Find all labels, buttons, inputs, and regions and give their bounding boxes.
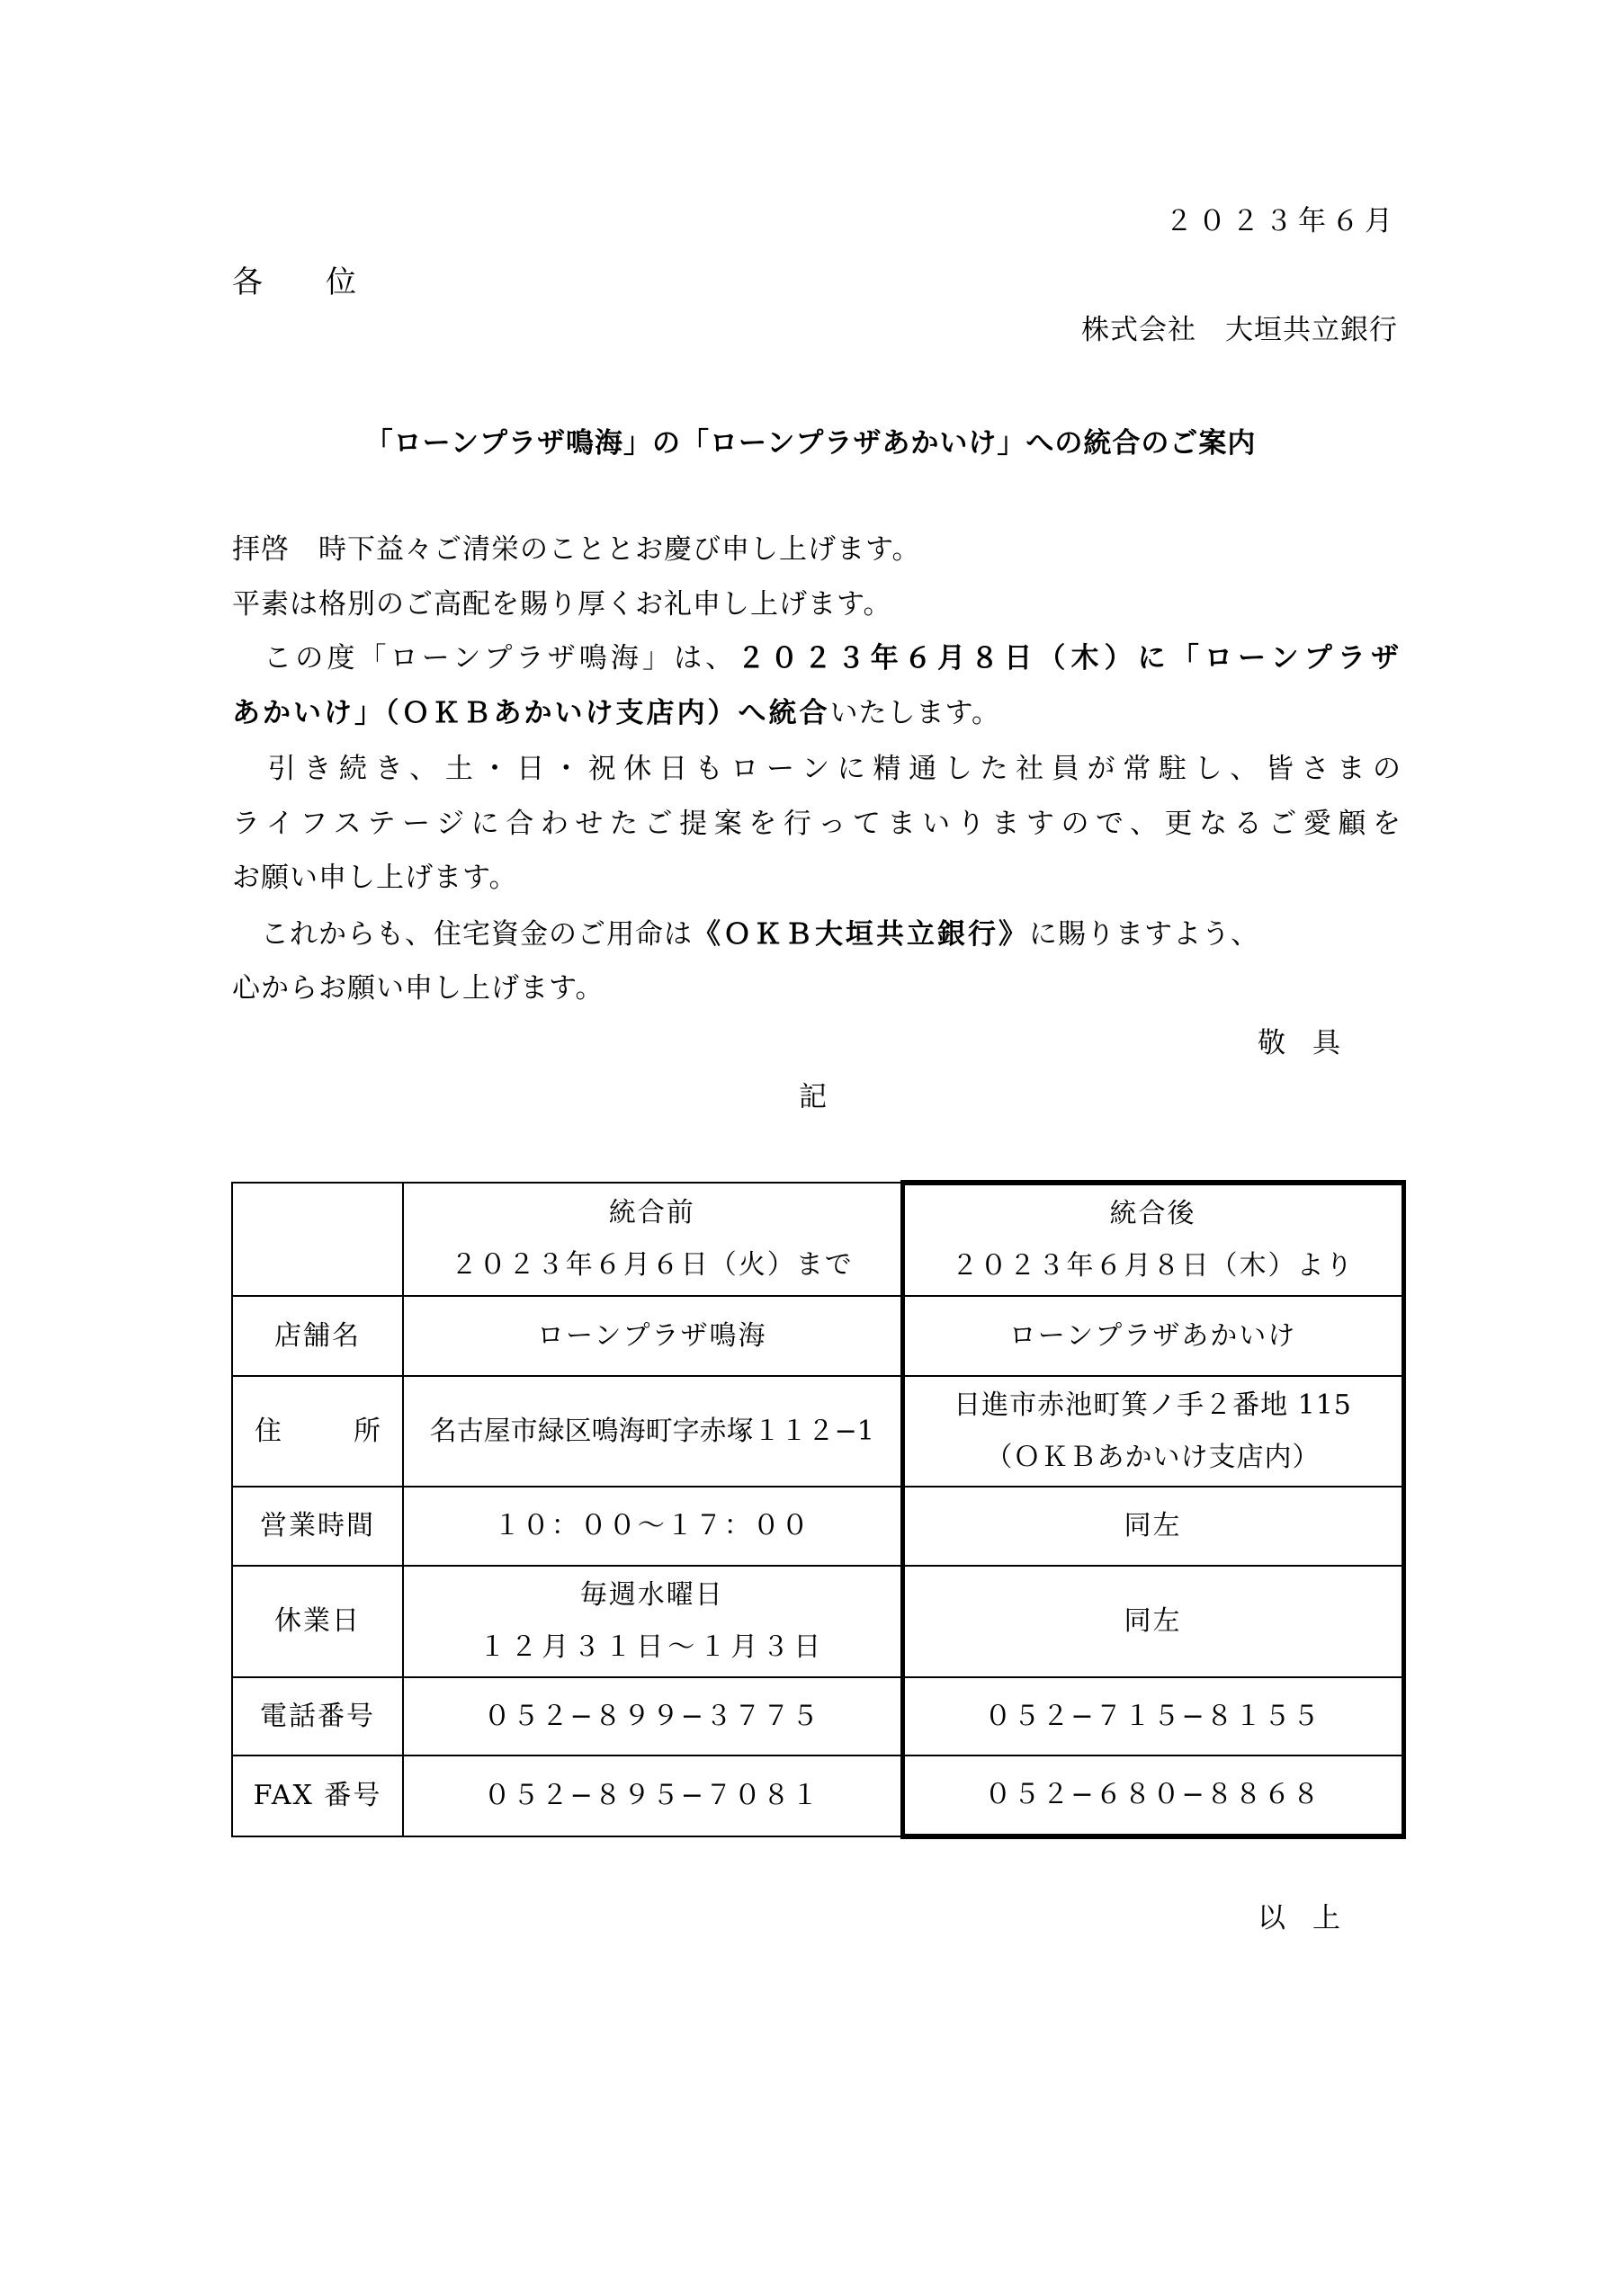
merger-info-table [231, 1180, 1406, 1839]
before-value: ０５２−８９９−３７７５ [403, 1677, 902, 1756]
after-header-cell [902, 1183, 1403, 1296]
row-label: 電話番号 [232, 1677, 403, 1756]
holiday-line-2: １２月３１日〜１月３日 [479, 1631, 826, 1663]
after-address-line-1: 日進市赤池町箕ノ手２番地 115 [954, 1389, 1352, 1421]
after-date: ２０２３年６月８日（木）より [951, 1250, 1355, 1282]
after-value: ローンプラザあかいけ [902, 1296, 1403, 1376]
table-header-row [232, 1183, 1403, 1296]
request-pre: これからも、住宅資金のご用命は [232, 918, 693, 951]
row-label-address [232, 1376, 403, 1487]
table-row [232, 1566, 1403, 1677]
after-header: 統合後 [1109, 1198, 1196, 1229]
service-line-2: ライフステージに合わせたご提案を行ってまいりますので、更なるご愛顧を [232, 808, 1402, 840]
document-title: 「ローンプラザ鳴海」の「ローンプラザあかいけ」への統合のご案内 [364, 427, 1257, 460]
announcement-date-bold: ２０２３年６月８日（木）に「ローンプラザ [737, 642, 1402, 675]
before-header-cell [403, 1183, 902, 1296]
announcement-target-bold: あかいけ」（ＯＫＢあかいけ支店内）へ統合 [232, 697, 830, 729]
announcement-pre: この度「ローンプラザ鳴海」は、 [232, 642, 738, 675]
after-value: ０５２−７１５−８１５５ [902, 1677, 1403, 1756]
bank-name-bold: 《ＯＫＢ大垣共立銀行》 [693, 918, 1029, 951]
before-value: １０：００〜１７：００ [403, 1487, 902, 1566]
ki-marker: 記 [799, 1081, 827, 1113]
closing-request-line-2: 心からお願い申し上げます。 [232, 972, 605, 1005]
row-label: 店舗名 [232, 1296, 403, 1376]
service-line-1: 引き続き、土・日・祝休日もローンに精通した社員が常駐し、皆さまの [232, 753, 1402, 785]
company-name: 株式会社 大垣共立銀行 [1081, 314, 1398, 346]
row-label: 休業日 [232, 1566, 403, 1677]
table-corner-cell [232, 1183, 403, 1296]
announcement-post: いたします。 [829, 697, 1001, 729]
after-value: 同左 [902, 1566, 1403, 1677]
announcement-line-2 [232, 695, 1402, 731]
closing-ijo: 以上 [1258, 1902, 1367, 1934]
row-label: FAX 番号 [232, 1756, 403, 1836]
table-row [232, 1296, 1403, 1376]
holiday-line-1: 毎週水曜日 [579, 1579, 724, 1611]
table-row [232, 1756, 1403, 1836]
after-value [902, 1376, 1403, 1487]
after-value: 同左 [902, 1487, 1403, 1566]
row-label-part: 所 [354, 1415, 381, 1447]
after-value: ０５２−６８０−８８６８ [902, 1756, 1403, 1836]
row-label: 営業時間 [232, 1487, 403, 1566]
before-header: 統合前 [608, 1197, 695, 1228]
table-row [232, 1487, 1403, 1566]
closing-request-line-1 [232, 916, 1402, 952]
request-post: に賜りますよう、 [1029, 918, 1259, 951]
greeting-line: 拝啓 時下益々ご清栄のこととお慶び申し上げます。 [232, 533, 921, 566]
document-date: ２０２３年６月 [1165, 205, 1398, 237]
table-row [232, 1677, 1403, 1756]
greeting-line-2: 平素は格別のご高配を賜り厚くお礼申し上げます。 [232, 588, 892, 621]
row-label-part: 住 [255, 1415, 282, 1447]
service-line-3: お願い申し上げます。 [232, 862, 518, 894]
before-date: ２０２３年６月６日（火）まで [450, 1249, 854, 1281]
before-value: ローンプラザ鳴海 [403, 1296, 902, 1376]
after-address-line-2: （ＯＫＢあかいけ支店内） [985, 1441, 1321, 1473]
addressee: 各 位 [232, 264, 372, 300]
closing-keigu: 敬具 [1258, 1027, 1367, 1059]
before-value: ０５２−８９５−７０８１ [403, 1756, 902, 1836]
table-row [232, 1376, 1403, 1487]
before-value: 名古屋市緑区鳴海町字赤塚１１２−1 [403, 1376, 902, 1487]
announcement-line-1 [232, 640, 1402, 676]
before-value [403, 1566, 902, 1677]
